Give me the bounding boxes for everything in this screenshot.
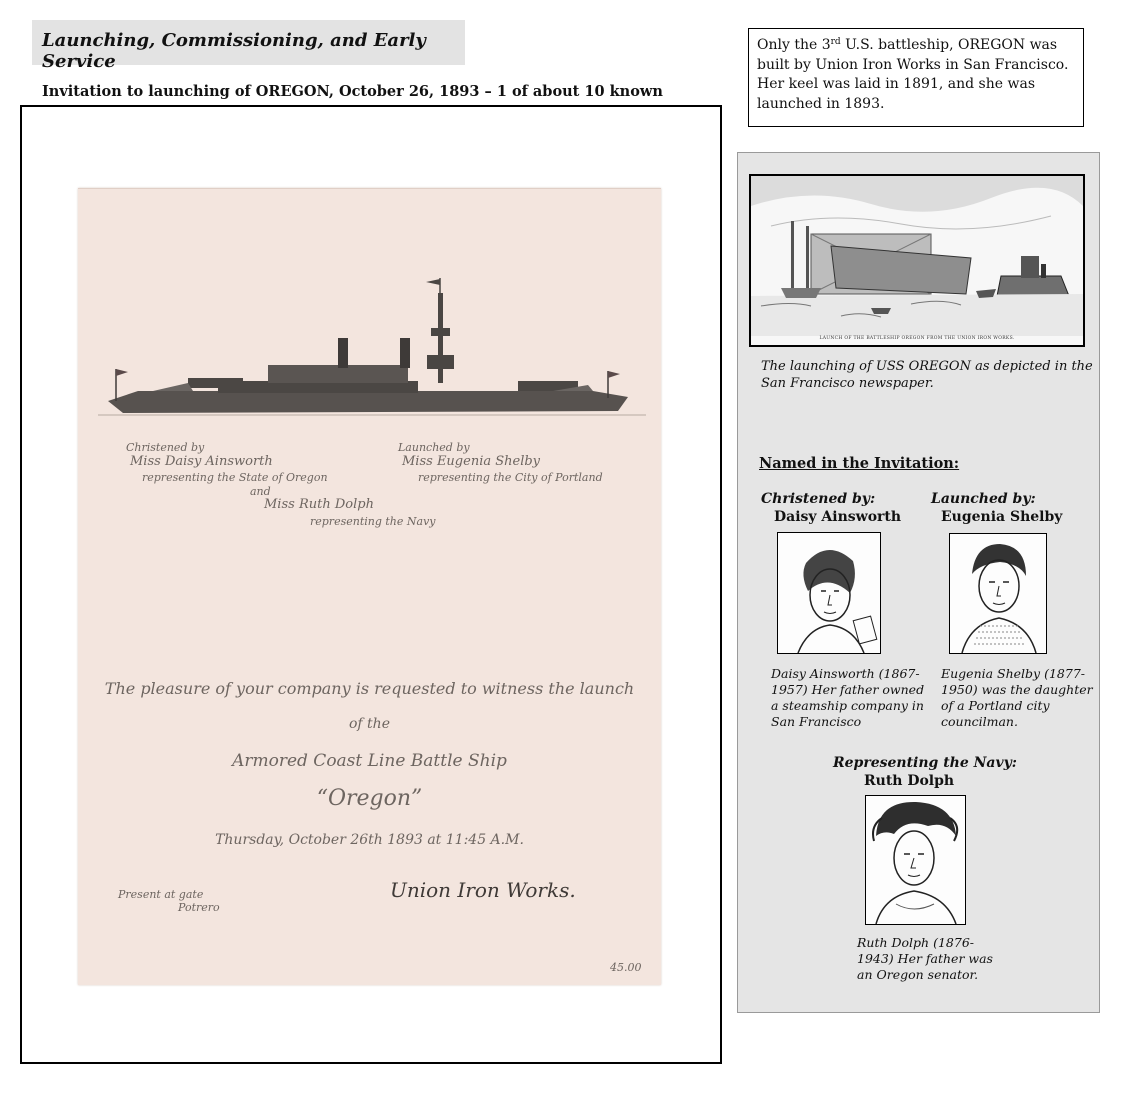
intro-line-1-prefix: Only the 3 bbox=[757, 37, 831, 53]
bio-line: 1943) Her father was bbox=[857, 951, 993, 966]
daisy-ainsworth-bio bbox=[771, 666, 924, 730]
intro-line-1 bbox=[757, 36, 1075, 56]
bio-line: a steamship company in bbox=[771, 698, 924, 713]
launched-representing: representing the City of Portland bbox=[418, 471, 603, 484]
newspaper-engraving bbox=[749, 174, 1085, 347]
christened-representing: representing the State of Oregon bbox=[142, 471, 328, 484]
christened-label: Christened by bbox=[126, 441, 205, 454]
present-at-gate-label: Present at gate bbox=[118, 888, 204, 901]
representing-navy-label: Representing the Navy: bbox=[833, 755, 1017, 771]
ruth-dolph-bio bbox=[857, 935, 993, 983]
launch-scene-illustration bbox=[751, 176, 1083, 345]
engraving-description bbox=[761, 358, 1093, 392]
invite-line-5: Thursday, October 26th 1893 at 11:45 A.M. bbox=[215, 832, 524, 848]
daisy-ainsworth-name: Daisy Ainsworth bbox=[774, 509, 902, 525]
battleship-engraving bbox=[98, 273, 648, 423]
daisy-ainsworth-portrait bbox=[777, 532, 881, 654]
engraving-caption: LAUNCH OF THE BATTLESHIP OREGON FROM THE UNION IRON WORKS. bbox=[819, 336, 1015, 341]
and-word: and bbox=[250, 485, 271, 498]
intro-text-box bbox=[748, 28, 1084, 127]
eugenia-shelby-name: Eugenia Shelby bbox=[941, 509, 1063, 525]
named-in-invitation-heading: Named in the Invitation: bbox=[759, 455, 960, 472]
engraving-description-line-2: San Francisco newspaper. bbox=[761, 376, 934, 391]
invite-line-3: Armored Coast Line Battle Ship bbox=[232, 751, 507, 771]
bio-line: 1950) was the daughter bbox=[941, 682, 1093, 697]
invite-line-2: of the bbox=[349, 716, 390, 732]
bio-line: of a Portland city bbox=[941, 698, 1050, 713]
section-title: Launching, Commissioning, and Early Service bbox=[32, 20, 465, 65]
invite-line-1: The pleasure of your company is requested to witness the launch bbox=[104, 679, 635, 698]
invitation-card bbox=[78, 188, 661, 985]
portrait-sketch bbox=[778, 533, 880, 653]
bio-line: Ruth Dolph (1876- bbox=[857, 935, 974, 950]
paper-fold-line bbox=[78, 188, 661, 189]
portrait-sketch bbox=[866, 796, 965, 924]
portrait-sketch bbox=[950, 534, 1046, 653]
navy-representing: representing the Navy bbox=[310, 515, 436, 528]
bio-line: San Francisco bbox=[771, 714, 862, 729]
ruth-dolph-portrait bbox=[865, 795, 966, 925]
bio-line: councilman. bbox=[941, 714, 1018, 729]
launched-name: Miss Eugenia Shelby bbox=[402, 454, 541, 469]
christened-by-label: Christened by: bbox=[761, 491, 876, 507]
eugenia-shelby-bio bbox=[941, 666, 1093, 730]
bio-line: 1957) Her father owned bbox=[771, 682, 925, 697]
intro-line-1-suffix: U.S. battleship, OREGON was bbox=[840, 37, 1058, 53]
union-iron-works-signature: Union Iron Works. bbox=[390, 878, 576, 902]
engraving-description-line-1: The launching of USS OREGON as depicted in the bbox=[761, 359, 1093, 374]
ruth-dolph-name: Ruth Dolph bbox=[864, 773, 955, 789]
christened-name: Miss Daisy Ainsworth bbox=[130, 454, 273, 469]
invitation-subtitle: Invitation to launching of OREGON, October 26, 1893 – 1 of about 10 known bbox=[42, 83, 663, 100]
bio-line: Daisy Ainsworth (1867- bbox=[771, 666, 920, 681]
gate-name: Potrero bbox=[178, 901, 220, 914]
intro-line-4: launched in 1893. bbox=[757, 95, 885, 112]
invite-line-4: “Oregon” bbox=[316, 786, 423, 811]
navy-name: Miss Ruth Dolph bbox=[264, 497, 374, 512]
intro-line-2: built by Union Iron Works in San Francisco. bbox=[757, 56, 1069, 73]
launched-label: Launched by bbox=[398, 441, 470, 454]
intro-line-3: Her keel was laid in 1891, and she was bbox=[757, 76, 1035, 92]
bio-line: an Oregon senator. bbox=[857, 967, 979, 982]
bio-line: Eugenia Shelby (1877- bbox=[941, 666, 1086, 681]
ordinal-suffix: rd bbox=[830, 37, 841, 47]
pencil-price-note: 45.00 bbox=[610, 961, 642, 974]
launched-by-label: Launched by: bbox=[931, 491, 1036, 507]
eugenia-shelby-portrait bbox=[949, 533, 1047, 654]
